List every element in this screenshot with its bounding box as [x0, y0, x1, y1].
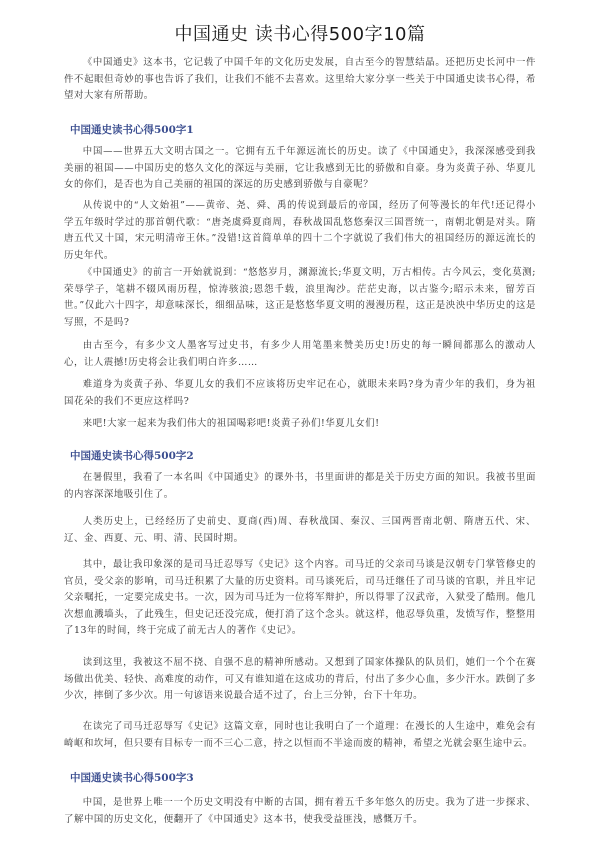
section-heading-3: 中国通史读书心得500字3 [70, 772, 194, 784]
section-1-paragraph-5: 难道身为炎黄子孙、华夏儿女的我们不应该将历史牢记在心，就眼未来吗?身为青少年的我们，身为祖国花朵的我们不更应这样吗? [64, 379, 536, 407]
section-1-paragraph-6: 来吧!大家一起来为我们伟大的祖国喝彩吧!炎黄子孙们!华夏儿女们! [82, 418, 380, 429]
section-heading-2: 中国通史读书心得500字2 [70, 450, 194, 462]
section-2-paragraph-5: 在读完了司马迁忍辱写《史记》这篇文章，同时也让我明白了一个道理：在漫长的人生途中，难免会有崎岖和坎坷，但只要有目标专一而不三心二意，持之以恒而不半途而废的精神，希望之光就会驱生途中云。 [64, 721, 536, 749]
section-2-paragraph-1: 在暑假里，我看了一本名叫《中国通史》的课外书，书里面讲的都是关于历史方面的知识。我被书里面的内容深深地吸引住了。 [64, 472, 536, 500]
section-2-paragraph-4: 读到这里，我被这不屈不挠、自强不息的精神所感动。又想到了国家体操队的队员们，她们一个个在赛场做出优美、轻快、高难度的动作，可又有谁知道在这成功的背后，付出了多少心血，多少汗水。跌倒了多少次，摔倒了多少次。用一句谚语来说最合适不过了，台上三分钟，台下十年功。 [64, 657, 536, 701]
section-2-paragraph-2: 人类历史上，已经经历了史前史、夏商(西)周、春秋战国、秦汉、三国两晋南北朝、隋唐五代、宋、辽、金、西夏、元、明、清、民国时期。 [64, 516, 536, 544]
section-1-paragraph-4: 由古至今，有多少文人墨客写过史书，有多少人用笔墨来赞美历史!历史的每一瞬间都那么的激动人心，让人震撼!历史将会让我们明白许多…… [64, 340, 536, 368]
page-title: 中国通史 读书心得500字10篇 [174, 24, 426, 45]
section-3-paragraph-1: 中国，是世界上唯一一个历史文明没有中断的古国，拥有着五千多年悠久的历史。我为了进一步探求、了解中国的历史文化，便翻开了《中国通史》这本书，使我受益匪浅，感慨万千。 [64, 797, 536, 825]
section-1-paragraph-2: 从传说中的“人文始祖”——黄帝、尧、舜、禹的传说到最后的帝国，经历了何等漫长的年代!还记得小学五年级时学过的那首朝代歌：“唐尧虞舜夏商周，春秋战国乱悠悠秦汉三国晋统一，南朝北朝是对头。隋唐五代又十国，宋元明清帝王休。”没错!这首简单单的四十二个字就说了我们伟大的祖国经历的源远流长的历史年代。 [64, 200, 536, 261]
section-1-paragraph-3: 《中国通史》的前言一开始就说到：“悠悠岁月，渊源流长;华夏文明，万古相传。古今风云，变化莫测;荣辱学子，笔耕不辍风雨历程，惊涛骇浪;恩怨千载，浪里淘沙。茫茫史海，以古鉴今;昭示未来，留芳百世。”仅此六十四字，却意味深长，细细品味，这正是悠悠华夏文明的漫漫历程，这正是泱泱中华历史的这是写照，不是吗? [64, 267, 536, 328]
intro-paragraph: 《中国通史》这本书，它记载了中国千年的文化历史发展，自古至今的智慧结晶。还把历史长河中一件件不起眼但奇妙的事也告诉了我们，让我们不能不去喜欢。这里给大家分享一些关于中国通史读书心得，希望对大家有所帮助。 [64, 57, 536, 101]
section-1-paragraph-1: 中国——世界五大文明古国之一。它拥有五千年源远流长的历史。读了《中国通史》，我深深感受到我美丽的祖国——中国历史的悠久文化的深远与美丽，它让我感到无比的骄傲和自豪。身为炎黄子孙、华夏儿女的你们，是否也为自己美丽的祖国的深远的历史感到骄傲与自豪呢？ [64, 146, 536, 190]
section-heading-1: 中国通史读书心得500字1 [70, 124, 194, 136]
section-2-paragraph-3: 其中，最让我印象深的是司马迁忍辱写《史记》这个内容。司马迁的父亲司马谈是汉朝专门掌管修史的官员，受父亲的影响，司马迁积累了大量的历史资料。司马谈死后，司马迁继任了司马谈的官职，并且牢记父亲嘱托，一定要完成史书。一次，因为司马迁为一位将军辩护，所以得罪了汉武帝，入狱受了酷刑。他几次想血溅墙头，了此残生，但史记还没完成，便打消了这个念头。就这样，他忍辱负重，发愤写作，整整用了13年的时间，终于完成了前无古人的著作《史记》。 [64, 559, 536, 636]
